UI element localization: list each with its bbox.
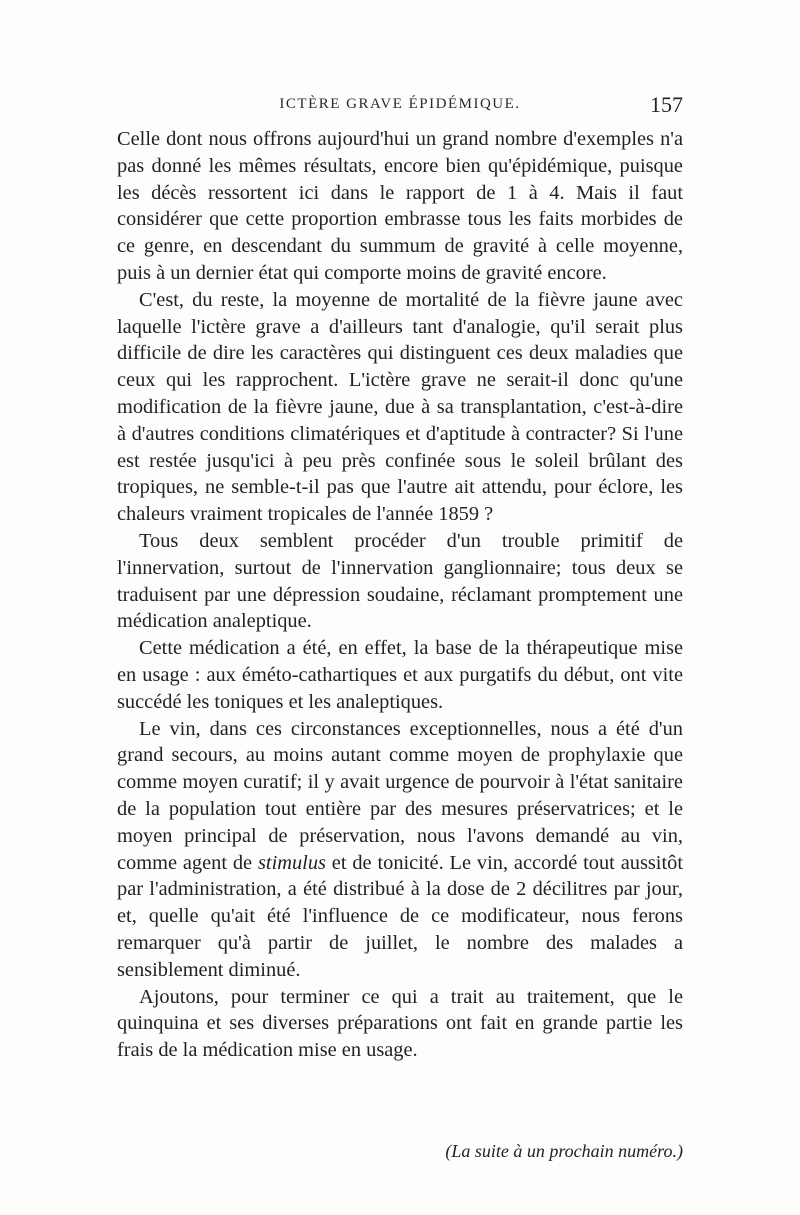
paragraph-2: C'est, du reste, la moyenne de mortalité de la fièvre jaune avec laquelle l'ictère grave a d'ailleurs tant d'analogie, qu'il serait plus difficile de dire les caractères qui distinguent ces deux maladies que ceux qui les rapprochent. L'ictère grave ne serait-il donc qu'une modification de la fièvre jaune, due à sa transplantation, c'est-à-dire à d'autres conditions climatériques et d'aptitude à contracter? Si l'une est restée jusqu'ici à peu près confinée sous le soleil brûlant des tropiques, ne semble-t-il pas que l'autre ait attendu, pour éclore, les chaleurs vraiment tropicales de l'année 1859 ? xyxy=(117,288,683,526)
paragraph-5-text-before: Le vin, dans ces circonstances exceptionnelles, nous a été d'un grand secours, au moins autant comme moyen de prophylaxie que comme moyen curatif; il y avait urgence de pourvoir à l'état sanitaire de la population tout entière par des mesures préservatrices; et le moyen principal de préservation, nous l'avons demandé au vin, comme agent de xyxy=(117,717,683,874)
continuation-note-text: (La suite à un prochain numéro.) xyxy=(445,1141,683,1161)
paragraph-3: Tous deux semblent procéder d'un trouble primitif de l'innervation, surtout de l'innervation ganglionnaire; tous deux se traduisent par une dépression soudaine, réclamant promptement une médication analeptique. xyxy=(117,529,683,633)
paragraph-1: Celle dont nous offrons aujourd'hui un grand nombre d'exemples n'a pas donné les mêmes résultats, encore bien qu'épidémique, puisque les décès ressortent ici dans le rapport de 1 à 4. Mais il faut considérer que cette proportion embrasse tous les faits morbides de ce genre, en descendant du summum de gravité à celle moyenne, puis à un dernier état qui comporte moins de gravité encore. xyxy=(117,128,683,284)
page-number: 157 xyxy=(650,92,683,117)
paragraph-6: Ajoutons, pour terminer ce qui a trait au traitement, que le quinquina et ses diverses préparations ont fait en grande partie les frais de la médication mise en usage. xyxy=(117,985,683,1062)
continuation-note xyxy=(445,1141,683,1162)
paragraph-5 xyxy=(117,716,683,984)
paragraph-5-text-after: et de tonicité. Le vin, accordé tout aussitôt par l'administration, a été distribué à la dose de 2 décilitres par jour, et, quelle qu'ait été l'influence de ce modificateur, nous ferons remarquer qu'à partir de juillet, le nombre des malades a sensiblement diminué. xyxy=(117,851,684,981)
running-head xyxy=(117,92,683,122)
paragraph-4: Cette médication a été, en effet, la base de la thérapeutique mise en usage : aux éméto-cathartiques et aux purgatifs du début, ont vite succédé les toniques et les analeptiques. xyxy=(117,637,683,713)
italic-term: stimulus xyxy=(257,851,326,874)
body-text xyxy=(117,126,683,1064)
running-title: ICTÈRE GRAVE ÉPIDÉMIQUE. xyxy=(279,96,521,112)
